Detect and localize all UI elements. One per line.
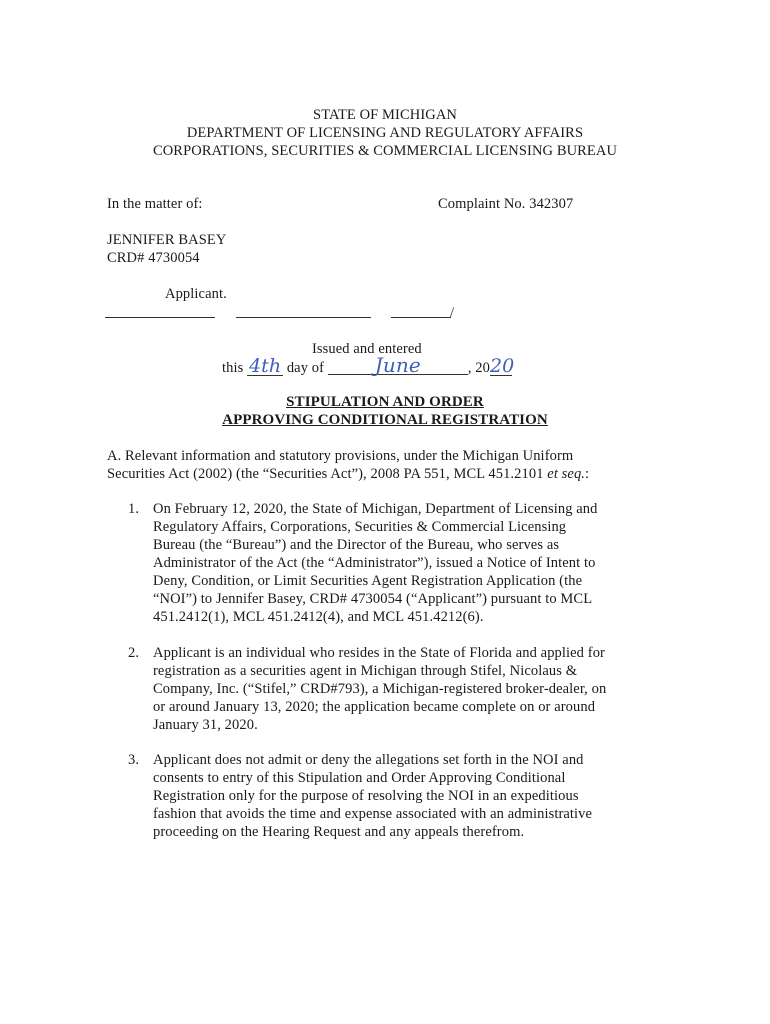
item-1-line: On February 12, 2020, the State of Michigan, Department of Licensing and bbox=[153, 501, 598, 517]
issued-entered: Issued and entered bbox=[312, 341, 422, 357]
item-3-line: Registration only for the purpose of resolving the NOI in an expeditious bbox=[153, 788, 579, 804]
item-2-line: Company, Inc. (“Stifel,” CRD#793), a Michigan-registered broker-dealer, on bbox=[153, 681, 607, 697]
day-of-label: day of bbox=[286, 360, 325, 376]
title-line-2: APPROVING CONDITIONAL REGISTRATION bbox=[222, 412, 548, 428]
month-field bbox=[328, 353, 468, 377]
item-1-line: Regulatory Affairs, Corporations, Securities & Commercial Licensing bbox=[153, 519, 567, 535]
item-3-text bbox=[153, 751, 592, 841]
item-1-text bbox=[153, 500, 598, 626]
respondent-name: JENNIFER BASEY bbox=[107, 232, 227, 248]
section-a-line: A. Relevant information and statutory provisions, under the Michigan Uniform bbox=[107, 448, 574, 464]
section-a bbox=[107, 447, 589, 483]
item-1-line: Bureau (the “Bureau”) and the Director of the Bureau, who serves as bbox=[153, 537, 560, 553]
item-2-line: January 31, 2020. bbox=[153, 717, 258, 733]
item-1-line: 451.2412(1), MCL 451.2412(4), and MCL 451.4212(6). bbox=[153, 609, 484, 625]
applicant-label: Applicant. bbox=[165, 286, 227, 302]
day-field bbox=[247, 357, 283, 376]
item-1-number: 1. bbox=[128, 501, 140, 517]
section-a-line-text: Securities Act (2002) (the “Securities Act”), 2008 PA 551, MCL 451.2101 bbox=[107, 466, 548, 482]
item-1-line: “NOI”) to Jennifer Basey, CRD# 4730054 (“Applicant”) pursuant to MCL bbox=[153, 591, 593, 607]
title-line-1: STIPULATION AND ORDER bbox=[286, 394, 484, 410]
item-3-line: Applicant does not admit or deny the allegations set forth in the NOI and bbox=[153, 752, 584, 768]
item-2-line: registration as a securities agent in Michigan through Stifel, Nicolaus & bbox=[153, 663, 578, 679]
caption-rule-3 bbox=[391, 317, 451, 318]
caption-rule-1 bbox=[105, 317, 215, 318]
complaint-number: Complaint No. 342307 bbox=[438, 196, 574, 212]
item-3-number: 3. bbox=[128, 752, 140, 768]
item-1-line: Deny, Condition, or Limit Securities Agent Registration Application (the bbox=[153, 573, 583, 589]
year-prefix: , 20 bbox=[467, 360, 490, 376]
this-label: this bbox=[222, 360, 244, 376]
item-2-text bbox=[153, 644, 606, 734]
caption-rule-2 bbox=[236, 317, 371, 318]
caption-rule-slash: / bbox=[450, 305, 455, 321]
item-2-line: or around January 13, 2020; the application became complete on or around bbox=[153, 699, 596, 715]
respondent-crd: CRD# 4730054 bbox=[107, 250, 200, 266]
issued-date-line bbox=[222, 353, 515, 377]
et-seq-tail: : bbox=[585, 466, 590, 482]
item-3-line: consents to entry of this Stipulation and Order Approving Conditional bbox=[153, 770, 566, 786]
month-value: June bbox=[374, 353, 421, 377]
year-field bbox=[489, 355, 515, 377]
item-1-line: Administrator of the Act (the “Administrator”), issued a Notice of Intent to bbox=[153, 555, 596, 571]
item-3-line: fashion that avoids the time and expense associated with an administrative bbox=[153, 806, 593, 822]
matter-label: In the matter of: bbox=[107, 196, 203, 212]
section-a-line bbox=[107, 465, 589, 483]
et-seq: et seq. bbox=[547, 466, 586, 482]
year-value: 20 bbox=[489, 355, 515, 377]
item-3-line: proceeding on the Hearing Request and any appeals therefrom. bbox=[153, 824, 525, 840]
item-2-number: 2. bbox=[128, 645, 140, 661]
item-2-line: Applicant is an individual who resides in the State of Florida and applied for bbox=[153, 645, 605, 661]
day-value: 4th bbox=[248, 355, 282, 377]
header-department: DEPARTMENT OF LICENSING AND REGULATORY AFFAIRS bbox=[186, 125, 584, 141]
header-state: STATE OF MICHIGAN bbox=[313, 107, 457, 123]
header-bureau: CORPORATIONS, SECURITIES & COMMERCIAL LICENSING BUREAU bbox=[152, 143, 618, 159]
